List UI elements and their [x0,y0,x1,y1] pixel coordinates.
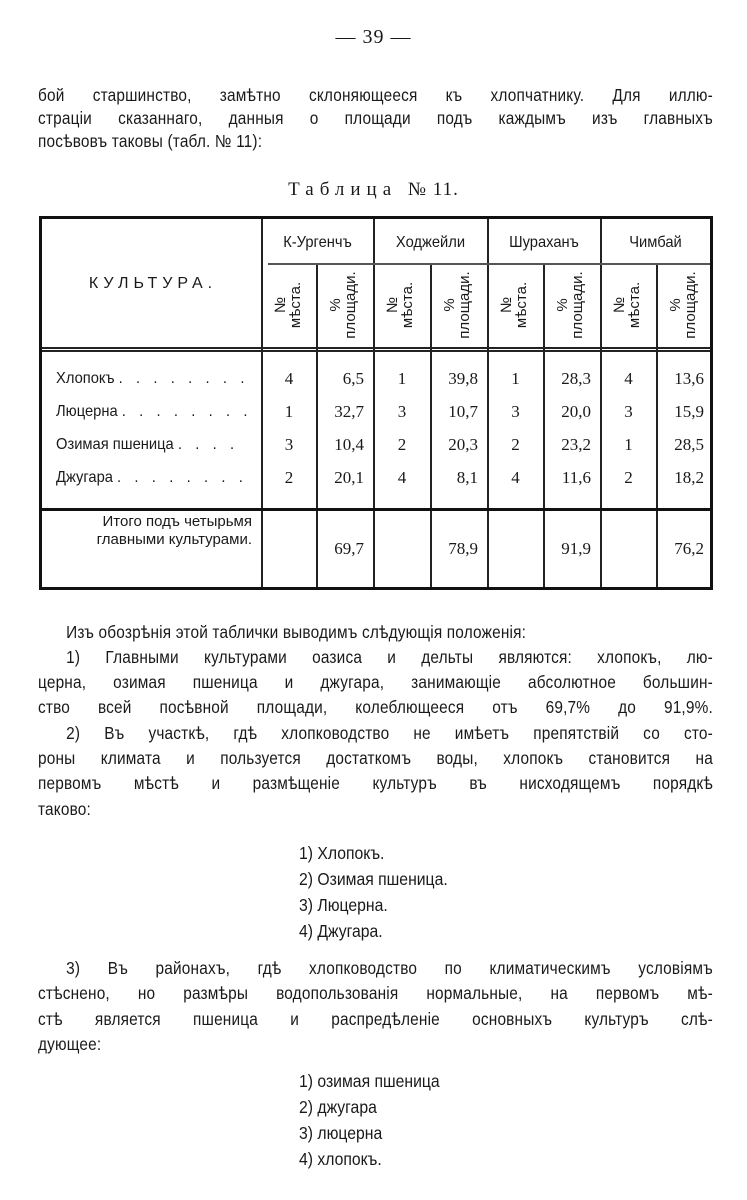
percent-cell: 10,7 [448,402,478,421]
percent-subheader: % площади. [327,271,359,339]
rank-cell: 1 [284,402,294,421]
rank-cell: 3 [397,402,407,421]
total-cell: 76,2 [674,539,704,558]
point1-line: 1) Главными культурами оазиса и дельты являются: хлопокъ, лю- [66,647,713,667]
culture-name: Люцерна [56,403,118,420]
total-cell: 91,9 [561,539,591,558]
header-divider [42,347,710,349]
percent-cell: 6,5 [342,369,364,388]
intro-line-3: посѣвовъ таковы (табл. № 11): [38,131,263,151]
data-table: КУЛЬТУРА. К-Ургенчъ Ходжейли Шураханъ Чимбай № мѣста. % площади. № мѣста. % площади. № мѣста. % площади. № мѣста. % площади. Хлопокъ . . . . . . . . 4 6,5 1 39,8 1 28,3 4 13,6 Люцерна . . . . . . . . 1 32,7 3 10,7 3 20,0 3 15,9 Озимая пшеница . . . . 3 10,4 2 20,3 2 23,2 1 28,5 Джугара . . . . . . . . 2 20,1 4 8,1 4 11,6 2 18,2 Итого подъ четырьмя главными культурами. 69,7 78,9 91,9 76,2 [39,216,713,590]
list-item: 3) Люцерна. [299,895,388,915]
rank-cell: 4 [397,468,407,487]
rank-subheader: № мѣста. [611,281,643,329]
rank-cell: 2 [624,468,633,487]
point1-line: ство всей посѣвной площади, колеблющееся отъ 69,7% до 91,9%. [38,697,713,717]
rank-cell: 4 [624,369,633,388]
percent-subheader: % площади. [441,271,473,339]
ordered-list-2 [299,1068,440,1172]
intro-line-2: страціи сказаннаго, данныя о площади подъ каждымъ изъ главныхъ [38,108,713,128]
town-header: Ходжейли [395,234,466,251]
list-item: 1) Хлопокъ. [299,843,385,863]
rank-subheader: № мѣста. [384,281,416,329]
header-divider-2 [42,350,710,352]
percent-cell: 8,1 [456,468,478,487]
point3-line: 3) Въ районахъ, гдѣ хлопководство по климатическимъ условіямъ [66,958,713,978]
rank-cell: 2 [511,435,520,454]
point2-line: первомъ мѣстѣ и размѣщеніе культуръ въ нисходящемъ порядкѣ [38,773,713,793]
rank-cell: 4 [511,468,520,487]
conclusion-intro: Изъ обозрѣнія этой таблички выводимъ слѣдующія положенія: [66,622,527,642]
rank-cell: 2 [284,468,294,487]
town-header: Шураханъ [509,234,579,251]
town-subheader-divider [268,263,710,265]
list-item: 3) люцерна [299,1123,383,1143]
percent-cell: 32,7 [334,402,364,421]
culture-name: Джугара [56,469,113,486]
point3-line: стѣ является пшеница и распредѣленіе основныхъ культуръ слѣ- [38,1009,713,1029]
page-number: — 39 — [335,26,412,48]
town-header: Чимбай [629,234,682,251]
percent-cell: 20,1 [334,468,364,487]
percent-cell: 11,6 [561,468,591,487]
rank-cell: 1 [511,369,520,388]
ordered-list-1 [299,840,448,944]
list-item: 4) хлопокъ. [299,1149,382,1169]
table-title [0,179,747,201]
culture-name: Озимая пшеница [56,436,174,453]
list-item: 2) джугара [299,1097,377,1117]
total-cell: 69,7 [334,539,364,558]
percent-cell: 20,3 [448,435,478,454]
percent-cell: 18,2 [674,468,704,487]
list-item: 2) Озимая пшеница. [299,869,448,889]
table-title-word: Таблица [288,179,398,200]
table-title-number: № 11. [407,179,459,200]
point2-line: роны климата и пользуется достаткомъ воды, хлопокъ становится на [38,748,713,768]
rank-cell: 4 [284,369,294,388]
point1-line: церна, озимая пшеница и джугара, занимающіе абсолютное большин- [38,672,713,692]
point2-line: таково: [38,799,92,819]
culture-header: КУЛЬТУРА. [88,275,218,292]
point3-line: стѣснено, но размѣры водопользованія нормальные, на первомъ мѣ- [38,983,713,1003]
percent-cell: 28,5 [674,435,704,454]
percent-cell: 39,8 [448,369,478,388]
rank-subheader: № мѣста. [272,281,304,329]
percent-cell: 23,2 [561,435,591,454]
intro-line-1: бой старшинство, замѣтно склоняющееся къ хлопчатнику. Для иллю- [38,85,713,105]
rank-cell: 1 [397,369,407,388]
percent-subheader: % площади. [554,271,586,339]
percent-cell: 28,3 [561,369,591,388]
total-cell: 78,9 [448,539,478,558]
rank-cell: 3 [511,402,520,421]
percent-cell: 15,9 [674,402,704,421]
list-item: 4) Джугара. [299,921,383,941]
rank-cell: 2 [397,435,407,454]
percent-cell: 13,6 [674,369,704,388]
percent-cell: 10,4 [334,435,364,454]
town-header: К-Ургенчъ [283,234,352,251]
percent-cell: 20,0 [561,402,591,421]
list-item: 1) озимая пшеница [299,1071,440,1091]
rank-cell: 3 [624,402,633,421]
rank-cell: 1 [624,435,633,454]
point3-line: дующее: [38,1034,102,1054]
point2-line: 2) Въ участкѣ, гдѣ хлопководство не имѣетъ препятствій со сто- [66,723,713,743]
total-label: Итого подъ четырьмя главными культурами. [96,513,252,548]
culture-name: Хлопокъ [56,370,115,387]
total-divider [42,508,710,511]
rank-cell: 3 [284,435,294,454]
rank-subheader: № мѣста. [498,281,530,329]
percent-subheader: % площади. [667,271,699,339]
